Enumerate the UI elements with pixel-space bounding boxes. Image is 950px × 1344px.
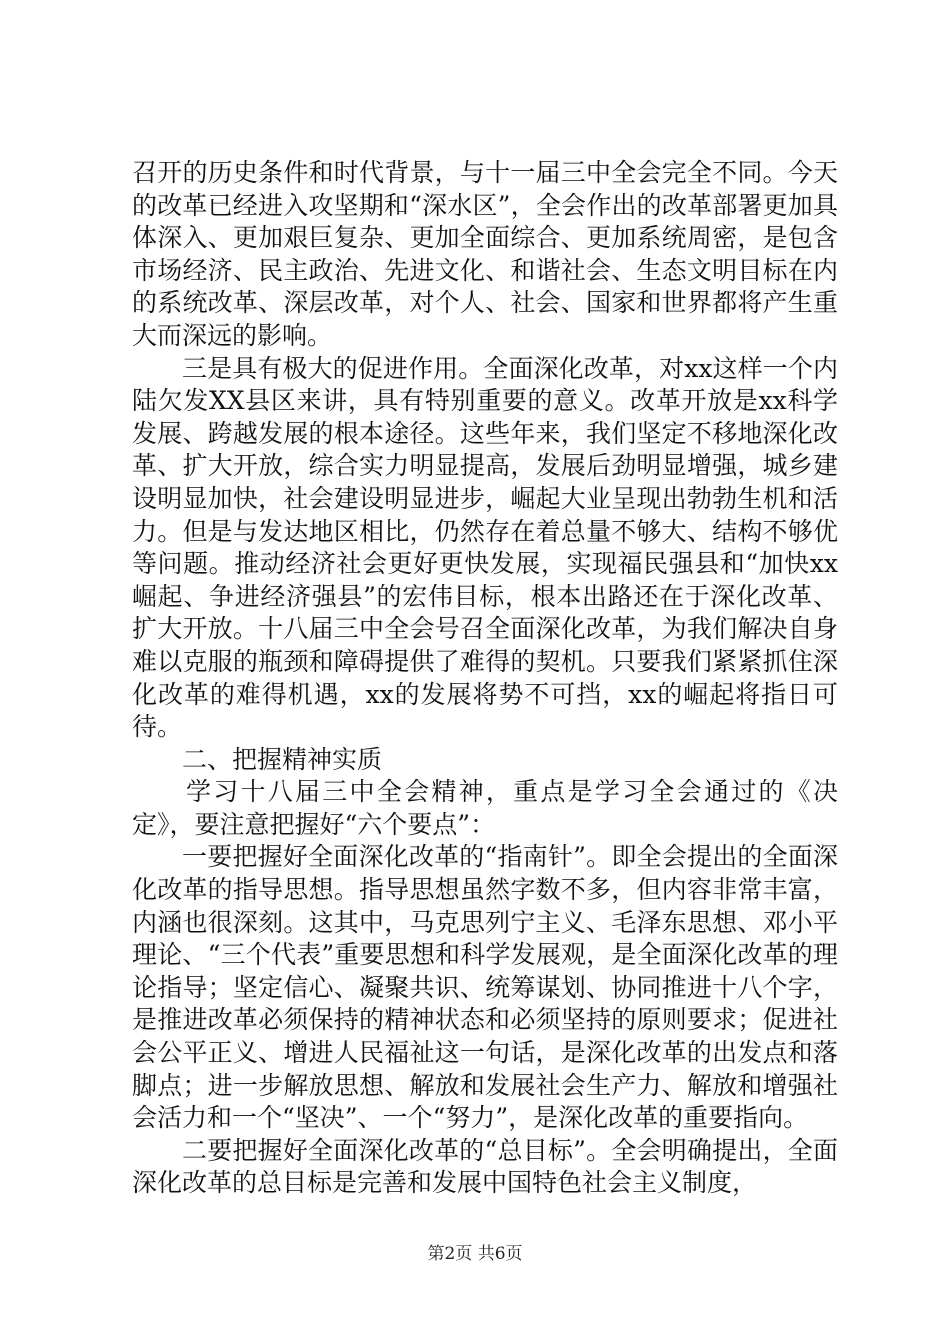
- paragraph-point-one: 一要把握好全面深化改革的“指南针”。即全会提出的全面深化改革的指导思想。指导思想虽然字数不多，但内容非常丰富，内涵也很深刻。这其中，马克思列宁主义、毛泽东思想、邓小平理论、“三个代表”重要思想和科学发展观，是全面深化改革的理论指导；坚定信心、凝聚共识、统筹谋划、协同推进十八个字，是推进改革必须保持的精神状态和必须坚持的原则要求；促进社会公平正义、增进人民福祉这一句话，是深化改革的出发点和落脚点；进一步解放思想、解放和发展社会生产力、解放和增强社会活力和一个“坚决”、一个“努力”，是深化改革的重要指向。: [132, 842, 838, 1133]
- document-body: [132, 157, 838, 1200]
- paragraph-intro: 学习十八届三中全会精神，重点是学习全会通过的《决定》，要注意把握好“六个要点”：: [132, 777, 838, 839]
- page-footer: 第2页 共6页: [427, 1244, 523, 1264]
- paragraph-third-point: 三是具有极大的促进作用。全面深化改革，对xx这样一个内陆欠发XX县区来讲，具有特别重要的意义。改革开放是xx科学发展、跨越发展的根本途径。这些年来，我们坚定不移地深化改革、扩大开放，综合实力明显提高，发展后劲明显增强，城乡建设明显加快，社会建设明显进步，崛起大业呈现出勃勃生机和活力。但是与发达地区相比，仍然存在着总量不够大、结构不够优等问题。推动经济社会更好更快发展，实现福民强县和“加快xx崛起、争进经济强县”的宏伟目标，根本出路还在于深化改革、扩大开放。十八届三中全会号召全面深化改革，为我们解决自身难以克服的瓶颈和障碍提供了难得的契机。只要我们紧紧抓住深化改革的难得机遇，xx的发展将势不可挡，xx的崛起将指日可待。: [132, 353, 838, 742]
- paragraph-continued: 召开的历史条件和时代背景，与十一届三中全会完全不同。今天的改革已经进入攻坚期和“深水区”，全会作出的改革部署更加具体深入、更加艰巨复杂、更加全面综合、更加系统周密，是包含市场经济、民主政治、先进文化、和谐社会、生态文明目标在内的系统改革、深层改革，对个人、社会、国家和世界都将产生重大而深远的影响。: [132, 158, 838, 350]
- section-heading: 二、把握精神实质: [182, 744, 383, 774]
- paragraph-point-two: 二要把握好全面深化改革的“总目标”。全会明确提出，全面深化改革的总目标是完善和发展中国特色社会主义制度，: [132, 1135, 838, 1198]
